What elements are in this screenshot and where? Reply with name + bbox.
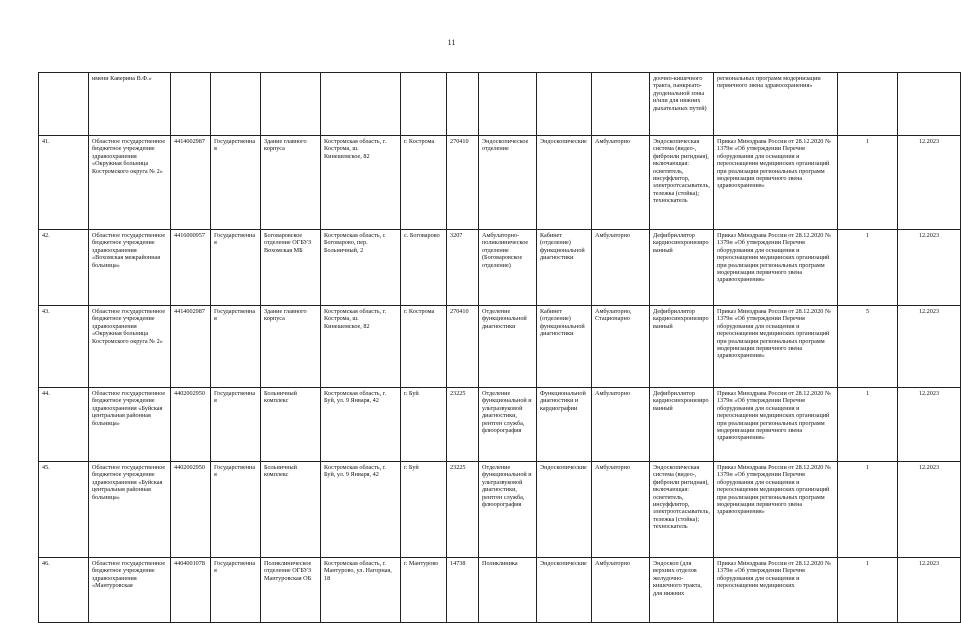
basis-cell: Приказ Минздрава России от 28.12.2020 № 1379н «Об утверждении Перечня оборудования для оснащения и переоснащения медицинских организаций при реализации региональных программ модернизации первичного звена здравоохранения» (714, 462, 838, 558)
date-cell: 12.2023 (898, 558, 961, 623)
date-cell (898, 73, 961, 136)
building-cell: Боговаровское отделение ОГБУЗ Вохомская МБ (261, 230, 321, 306)
locality-cell (401, 73, 447, 136)
row-number: 41. (39, 136, 89, 230)
care-form-cell: Амбулаторно, Стационарно (592, 306, 650, 388)
locality-cell: г. Буй (401, 388, 447, 462)
address-cell: Костромская область, г. Буй, ул. 9 Января, 42 (321, 462, 401, 558)
profile-cell: Функциональной диагностики и кардиографии (537, 388, 592, 462)
building-cell: Больничный комплекс (261, 388, 321, 462)
profile-cell: Эндоскопические (537, 558, 592, 623)
table-row (39, 462, 961, 558)
basis-cell: Приказ Минздрава России от 28.12.2020 № 1379н «Об утверждении Перечня оборудования для оснащения и переоснащения медицинских организаций при реализации региональных программ модернизации первичного звена здравоохранения» (714, 388, 838, 462)
date-cell: 12.2023 (898, 136, 961, 230)
quantity-cell: 5 (838, 306, 898, 388)
address-cell: Костромская область, г. Мантурово, ул. Нагорная, 18 (321, 558, 401, 623)
equipment-cell: Эндоскоп (для верхних отделов желудочно-кишечного тракта, для нижних (650, 558, 714, 623)
quantity-cell: 1 (838, 558, 898, 623)
building-cell (261, 73, 321, 136)
building-cell: Здание главного корпуса (261, 136, 321, 230)
locality-cell: г. Кострома (401, 136, 447, 230)
quantity-cell: 1 (838, 388, 898, 462)
oktmo-cell: 3207 (447, 230, 479, 306)
oktmo-cell: 23225 (447, 388, 479, 462)
address-cell: Костромская область, г. Кострома, ш. Кинешемское, 82 (321, 136, 401, 230)
equipment-cell: доочно-кишечного тракта, панкреато-дуоденальной зоны и/или для нижних дыхательных путей) (650, 73, 714, 136)
quantity-cell: 1 (838, 230, 898, 306)
care-form-cell (592, 73, 650, 136)
department-cell: Поликлиника (479, 558, 537, 623)
equipment-cell: Дефибриллятор кардиосинхронизированный (650, 230, 714, 306)
ownership-cell: Государственная (211, 136, 261, 230)
address-cell (321, 73, 401, 136)
address-cell: Костромская область, г. Кострома, ш. Кинешемское, 82 (321, 306, 401, 388)
date-cell: 12.2023 (898, 230, 961, 306)
building-cell: Здание главного корпуса (261, 306, 321, 388)
basis-cell: Приказ Минздрава России от 28.12.2020 № 1379н «Об утверждении Перечня оборудования для оснащения и переоснащения медицинских организаций при реализации региональных программ модернизации первичного звена здравоохранения» (714, 136, 838, 230)
table-row (39, 558, 961, 623)
basis-cell: Приказ Минздрава России от 28.12.2020 № 1379н «Об утверждении Перечня оборудования для оснащения и переоснащения медицинских организаций при реализации региональных программ модернизации первичного звена здравоохранения» (714, 230, 838, 306)
organization-cell: Областное государственное бюджетное учреждение здравоохранения «Мантуровская (89, 558, 171, 623)
quantity-cell: 1 (838, 136, 898, 230)
address-cell: Костромская область, с Боговарово, пер. Больничный, 2 (321, 230, 401, 306)
table-row (39, 388, 961, 462)
row-number: 46. (39, 558, 89, 623)
locality-cell: г. Буй (401, 462, 447, 558)
inn-cell: 4402002950 (171, 462, 211, 558)
profile-cell: Кабинет (отделение) функциональной диагностики (537, 306, 592, 388)
inn-cell: 4416000957 (171, 230, 211, 306)
care-form-cell: Амбулаторно (592, 230, 650, 306)
profile-cell: Эндоскопические (537, 136, 592, 230)
quantity-cell: 1 (838, 462, 898, 558)
address-cell: Костромская область, г. Буй, ул. 9 Января, 42 (321, 388, 401, 462)
organization-cell: Областное государственное бюджетное учреждение здравоохранения «Окружная больница Костромского округа № 2» (89, 136, 171, 230)
inn-cell: 4404001078 (171, 558, 211, 623)
inn-cell: 4402002950 (171, 388, 211, 462)
department-cell: Отделение функциональной и ультразвуковой диагностики, рентген служба, флюорография (479, 388, 537, 462)
organization-cell: Областное государственное бюджетное учреждение здравоохранения «Окружная больница Костромского округа № 2» (89, 306, 171, 388)
table-row (39, 306, 961, 388)
basis-cell: региональных программ модернизации первичного звена здравоохранения» (714, 73, 838, 136)
row-number: 42. (39, 230, 89, 306)
care-form-cell: Амбулаторно (592, 136, 650, 230)
ownership-cell: Государственная (211, 462, 261, 558)
locality-cell: с. Боговарово (401, 230, 447, 306)
department-cell: Отделение функциональной и ультразвуковой диагностики, рентген служба, флюорография (479, 462, 537, 558)
building-cell: Поликлиническое отделение ОГБУЗ Мантуровская ОБ (261, 558, 321, 623)
care-form-cell: Амбулаторно (592, 388, 650, 462)
equipment-cell: Дефибриллятор кардиосинхронизированный (650, 388, 714, 462)
oktmo-cell: 270410 (447, 306, 479, 388)
organization-cell: Областное государственное бюджетное учреждение здравоохранения «Вохомская межрайонная больница» (89, 230, 171, 306)
profile-cell: Эндоскопические (537, 462, 592, 558)
table-row (39, 73, 961, 136)
oktmo-cell: 270410 (447, 136, 479, 230)
inn-cell (171, 73, 211, 136)
oktmo-cell (447, 73, 479, 136)
inn-cell: 4414002987 (171, 306, 211, 388)
date-cell: 12.2023 (898, 388, 961, 462)
oktmo-cell: 14738 (447, 558, 479, 623)
department-cell: Амбулаторно-поликлиническое отделение (Боговаровское отделение) (479, 230, 537, 306)
care-form-cell: Амбулаторно (592, 558, 650, 623)
row-number: 44. (39, 388, 89, 462)
department-cell (479, 73, 537, 136)
quantity-cell (838, 73, 898, 136)
building-cell: Больничный комплекс (261, 462, 321, 558)
ownership-cell: Государственная (211, 306, 261, 388)
organization-cell: имени Каверина В.Ф.» (89, 73, 171, 136)
equipment-cell: Дефибриллятор кардиосинхронизированный (650, 306, 714, 388)
oktmo-cell: 23225 (447, 462, 479, 558)
table-row (39, 230, 961, 306)
organization-cell: Областное государственное бюджетное учреждение здравоохранения «Буйская центральная районная больница» (89, 462, 171, 558)
row-number: 45. (39, 462, 89, 558)
inn-cell: 4414002987 (171, 136, 211, 230)
ownership-cell: Государственная (211, 558, 261, 623)
ownership-cell: Государственная (211, 388, 261, 462)
department-cell: Эндоскопическое отделение (479, 136, 537, 230)
ownership-cell: Государственная (211, 230, 261, 306)
locality-cell: г. Кострома (401, 306, 447, 388)
basis-cell: Приказ Минздрава России от 28.12.2020 № 1379н «Об утверждении Перечня оборудования для оснащения и переоснащения медицинских (714, 558, 838, 623)
basis-cell: Приказ Минздрава России от 28.12.2020 № 1379н «Об утверждении Перечня оборудования для оснащения и переоснащения медицинских организаций при реализации региональных программ модернизации первичного звена здравоохранения» (714, 306, 838, 388)
row-number (39, 73, 89, 136)
profile-cell (537, 73, 592, 136)
equipment-cell: Эндоскопическая система (видео-, фиброили ригидная), включающая: осветитель, инсуффлятор, электроотсасыватель, тележка (стойка); техноскатель (650, 462, 714, 558)
table-row (39, 136, 961, 230)
ownership-cell (211, 73, 261, 136)
locality-cell: г. Мантурово (401, 558, 447, 623)
date-cell: 12.2023 (898, 462, 961, 558)
profile-cell: Кабинет (отделение) функциональной диагностики (537, 230, 592, 306)
date-cell: 12.2023 (898, 306, 961, 388)
care-form-cell: Амбулаторно (592, 462, 650, 558)
organization-cell: Областное государственное бюджетное учреждение здравоохранения «Буйская центральная районная больница» (89, 388, 171, 462)
equipment-table (38, 72, 961, 623)
page-number: 11 (447, 38, 456, 47)
equipment-cell: Эндоскопическая система (видео-, фиброили ригидная), включающая: осветитель, инсуффлятор, электроотсасыватель, тележка (стойка); техноскатель (650, 136, 714, 230)
row-number: 43. (39, 306, 89, 388)
department-cell: Отделение функциональной диагностики (479, 306, 537, 388)
